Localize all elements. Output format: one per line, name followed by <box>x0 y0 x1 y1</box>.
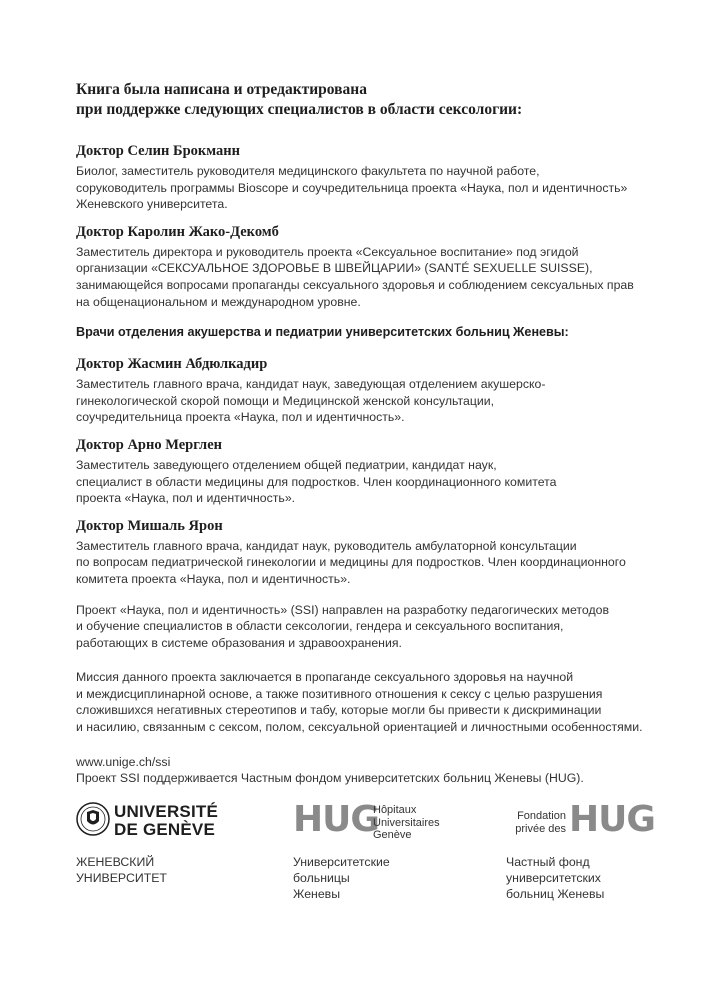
caption-line: больницы <box>293 871 350 885</box>
desc-line: Заместитель главного врача, кандидат наук, заведующая отделением акушерско- <box>76 377 546 392</box>
desc-line: специалист в области медицины для подростков. Член координационного комитета <box>76 474 557 489</box>
person-description <box>76 376 676 426</box>
doctor-yaron <box>76 517 676 588</box>
section-heading-doctors: Врачи отделения акушерства и педиатрии университетских больниц Женевы: <box>76 325 569 340</box>
person-name: Доктор Арно Мерглен <box>76 436 222 453</box>
project-url-link[interactable]: www.unige.ch/ssi <box>76 754 171 769</box>
caption-line: университетских <box>506 871 601 885</box>
desc-line: на общенациональном и международном уровне. <box>76 294 361 309</box>
para-line: Проект «Наука, пол и идентичность» (SSI) направлен на разработку педагогических методов <box>76 602 610 617</box>
heading-line-2: при поддержке следующих специалистов в области сексологии: <box>76 101 523 118</box>
support-statement: Проект SSI поддерживается Частным фондом университетских больниц Женевы (HUG). <box>76 771 584 786</box>
foundation-hug-mark: HUG <box>569 799 655 840</box>
foundation-side-line: Fondation <box>517 810 566 822</box>
para-line: и обучение специалистов в области сексологии, гендера и сексуального воспитания, <box>76 619 564 634</box>
para-line: Миссия данного проекта заключается в пропаганде сексуального здоровья на научной <box>76 670 574 685</box>
unige-wordmark <box>114 803 218 839</box>
caption-line: УНИВЕРСИТЕТ <box>76 871 167 885</box>
caption-line: Университетские <box>293 855 390 869</box>
desc-line: комитета проекта «Наука, пол и идентичность». <box>76 571 351 586</box>
hug-mark: HUG <box>293 799 379 840</box>
person-description <box>76 163 676 213</box>
person-name: Доктор Каролин Жако-Декомб <box>76 223 279 240</box>
desc-line: Биолог, заместитель руководителя медицинского факультета по научной работе, <box>76 164 540 178</box>
unige-seal-icon <box>76 802 110 836</box>
para-line: и междисциплинарной основе, а также позитивного отношения к сексу с целью разрушения <box>76 686 603 701</box>
desc-line: проекта «Наука, пол и идентичность». <box>76 491 296 506</box>
heading-line-1: Книга была написана и отредактирована <box>76 81 367 98</box>
unige-caption <box>76 854 167 886</box>
person-name: Доктор Мишаль Ярон <box>76 517 223 534</box>
contact-block <box>76 754 676 787</box>
desc-line: организации «СЕКСУАЛЬНОЕ ЗДОРОВЬЕ В ШВЕЙЦАРИИ» (SANTÉ SEXUELLE SUISSE), <box>76 261 593 276</box>
foundation-side-line: privée des <box>515 822 566 835</box>
foundation-side-text <box>506 810 566 835</box>
doctor-merglen <box>76 436 676 507</box>
expert-jacot-descombes <box>76 223 676 310</box>
hug-side-text <box>373 804 440 842</box>
expert-brockmann <box>76 142 676 213</box>
page-heading <box>76 80 676 120</box>
desc-line: Женевского университета. <box>76 197 228 212</box>
desc-line: по вопросам педиатрической гинекологии и медицины для подростков. Член координационного <box>76 555 626 570</box>
doctor-abdulcadir <box>76 355 676 426</box>
hug-side-line: Hôpitaux <box>373 804 417 816</box>
caption-line: Женевы <box>293 887 341 901</box>
hug-side-line: Genève <box>373 829 412 841</box>
unige-line-2: DE GENÈVE <box>114 820 215 839</box>
person-description <box>76 457 676 507</box>
document-body <box>76 80 676 787</box>
person-name: Доктор Селин Брокманн <box>76 143 240 159</box>
para-line: сложившихся негативных стереотипов и табу, которые могли бы привести к дискриминации <box>76 703 602 718</box>
para-line: и насилию, связанным с сексом, полом, сексуальной ориентацией и личностными особенностями. <box>76 720 643 735</box>
desc-line: соучредительница проекта «Наука, пол и идентичность». <box>76 410 405 425</box>
person-name: Доктор Жасмин Абдюлкадир <box>76 356 268 373</box>
project-mission <box>76 669 676 735</box>
caption-line: больниц Женевы <box>506 887 605 901</box>
hug-side-line: Universitaires <box>373 816 440 829</box>
hug-caption <box>293 854 390 902</box>
desc-line: Заместитель заведующего отделением общей педиатрии, кандидат наук, <box>76 457 497 472</box>
desc-line: гинекологической скорой помощи и Медицинской женской консультации, <box>76 393 495 408</box>
logo-row <box>76 800 676 910</box>
person-description <box>76 244 676 310</box>
person-description <box>76 538 676 588</box>
project-description <box>76 602 676 652</box>
caption-line: Частный фонд <box>506 855 590 869</box>
unige-line-1: UNIVERSITÉ <box>114 802 219 821</box>
caption-line: ЖЕНЕВСКИЙ <box>76 855 155 869</box>
desc-line: занимающейся вопросами пропаганды сексуального здоровья и соблюдением сексуальных прав <box>76 277 634 292</box>
foundation-caption <box>506 854 604 902</box>
desc-line: Заместитель директора и руководитель проекта «Сексуальное воспитание» под эгидой <box>76 244 579 259</box>
desc-line: соруководитель программы Bioscope и соучредительница проекта «Наука, пол и идентичность» <box>76 180 628 195</box>
desc-line: Заместитель главного врача, кандидат наук, руководитель амбулаторной консультации <box>76 538 577 553</box>
para-line: работающих в системе образования и здравоохранения. <box>76 635 402 650</box>
